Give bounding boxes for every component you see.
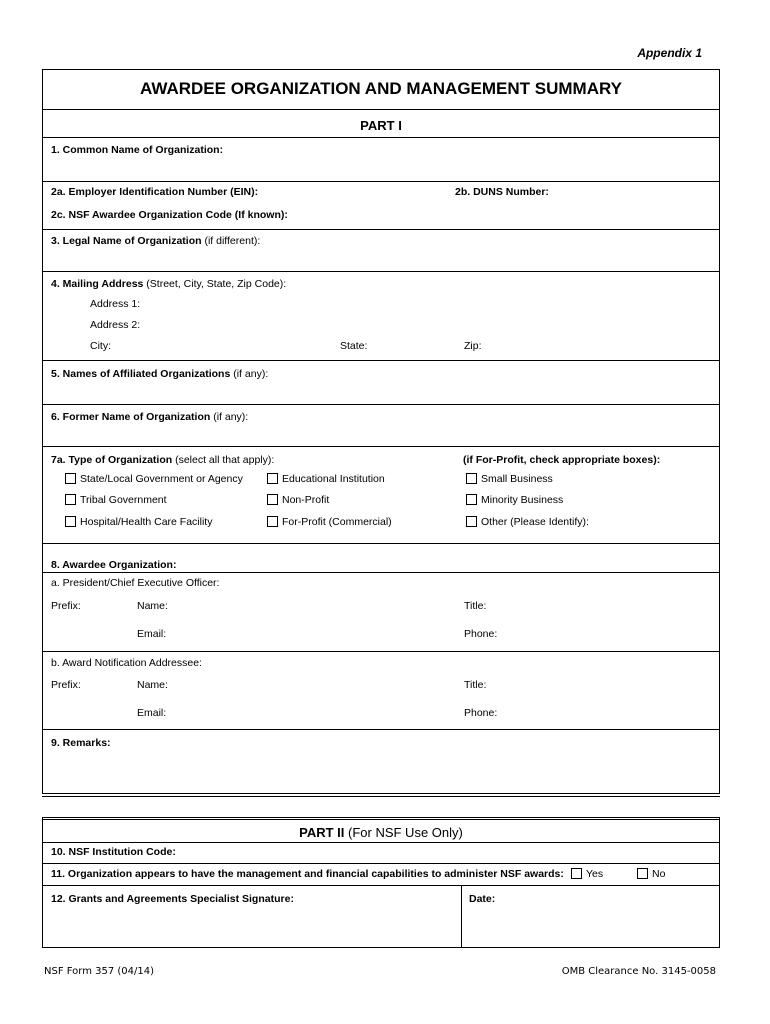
divider bbox=[43, 543, 719, 544]
checkbox-minority-business[interactable] bbox=[466, 494, 477, 505]
ceo-prefix-label: Prefix: bbox=[51, 600, 81, 612]
checkbox-yes[interactable] bbox=[571, 868, 582, 879]
checkbox-hospital[interactable] bbox=[65, 516, 76, 527]
divider bbox=[43, 885, 719, 886]
part1-heading: PART I bbox=[360, 118, 402, 133]
addressee-phone-label: Phone: bbox=[464, 707, 498, 719]
checkbox-other[interactable] bbox=[466, 516, 477, 527]
addressee-name-label: Name: bbox=[137, 679, 168, 691]
no-label: No bbox=[652, 868, 666, 880]
divider bbox=[43, 271, 719, 272]
divider bbox=[43, 404, 719, 405]
city-label: City: bbox=[90, 340, 111, 352]
divider bbox=[43, 229, 719, 230]
option-tribal-gov: Tribal Government bbox=[80, 494, 167, 506]
form-id: NSF Form 357 (04/14) bbox=[44, 966, 155, 977]
ceo-email-label: Email: bbox=[137, 628, 167, 640]
checkbox-state-local-gov[interactable] bbox=[65, 473, 76, 484]
state-label: State: bbox=[340, 340, 368, 352]
checkbox-non-profit[interactable] bbox=[267, 494, 278, 505]
divider bbox=[43, 842, 719, 843]
omb-clearance: OMB Clearance No. 3145-0058 bbox=[561, 966, 716, 977]
part1-frame bbox=[42, 69, 720, 794]
addressee-title-label: Title: bbox=[464, 679, 487, 691]
field-7a-label: 7a. Type of Organization (select all that apply): bbox=[51, 454, 275, 466]
field-1-label: 1. Common Name of Organization: bbox=[51, 144, 224, 156]
addressee-label: b. Award Notification Addressee: bbox=[51, 657, 202, 669]
field-4-label: 4. Mailing Address (Street, City, State, Zip Code): bbox=[51, 278, 287, 290]
divider bbox=[43, 109, 719, 110]
addressee-email-label: Email: bbox=[137, 707, 167, 719]
divider bbox=[43, 137, 719, 138]
option-small-business: Small Business bbox=[481, 473, 553, 485]
option-hospital: Hospital/Health Care Facility bbox=[80, 516, 213, 528]
forprofit-heading: (if For-Profit, check appropriate boxes): bbox=[463, 454, 661, 466]
field-9-label: 9. Remarks: bbox=[51, 737, 111, 749]
option-non-profit: Non-Profit bbox=[282, 494, 330, 506]
field-2c-label: 2c. NSF Awardee Organization Code (If known): bbox=[51, 209, 288, 221]
ceo-label: a. President/Chief Executive Officer: bbox=[51, 577, 220, 589]
field-10-label: 10. NSF Institution Code: bbox=[51, 846, 176, 858]
checkbox-tribal-gov[interactable] bbox=[65, 494, 76, 505]
divider bbox=[43, 729, 719, 730]
field-6-label: 6. Former Name of Organization (if any): bbox=[51, 411, 249, 423]
option-state-local-gov: State/Local Government or Agency bbox=[80, 473, 243, 485]
field-12-label: 12. Grants and Agreements Specialist Signature: bbox=[51, 893, 294, 905]
ceo-name-label: Name: bbox=[137, 600, 168, 612]
part2-heading: PART II (For NSF Use Only) bbox=[299, 825, 463, 840]
divider bbox=[43, 863, 719, 864]
appendix-label: Appendix 1 bbox=[637, 46, 702, 60]
zip-label: Zip: bbox=[464, 340, 482, 352]
section-rule bbox=[42, 796, 720, 797]
ceo-phone-label: Phone: bbox=[464, 628, 498, 640]
option-minority-business: Minority Business bbox=[481, 494, 564, 506]
yes-label: Yes bbox=[586, 868, 604, 880]
field-8-label: 8. Awardee Organization: bbox=[51, 559, 177, 571]
divider bbox=[461, 885, 462, 947]
option-for-profit: For-Profit (Commercial) bbox=[282, 516, 392, 528]
option-other: Other (Please Identify): bbox=[481, 516, 589, 528]
checkbox-educational[interactable] bbox=[267, 473, 278, 484]
part2-frame bbox=[42, 817, 720, 948]
divider bbox=[43, 651, 719, 652]
ceo-title-label: Title: bbox=[464, 600, 487, 612]
option-educational: Educational Institution bbox=[282, 473, 385, 485]
divider bbox=[43, 181, 719, 182]
divider bbox=[43, 446, 719, 447]
field-3-label: 3. Legal Name of Organization (if different): bbox=[51, 235, 261, 247]
field-11-label: 11. Organization appears to have the management and financial capabilities to administer NSF awards: bbox=[51, 868, 564, 880]
checkbox-no[interactable] bbox=[637, 868, 648, 879]
checkbox-small-business[interactable] bbox=[466, 473, 477, 484]
form-title: AWARDEE ORGANIZATION AND MANAGEMENT SUMMARY bbox=[140, 79, 622, 98]
field-2b-label: 2b. DUNS Number: bbox=[455, 186, 549, 198]
divider bbox=[43, 819, 719, 820]
address2-label: Address 2: bbox=[90, 319, 141, 331]
divider bbox=[43, 360, 719, 361]
date-label: Date: bbox=[469, 893, 496, 905]
checkbox-for-profit[interactable] bbox=[267, 516, 278, 527]
address1-label: Address 1: bbox=[90, 298, 141, 310]
addressee-prefix-label: Prefix: bbox=[51, 679, 81, 691]
field-5-label: 5. Names of Affiliated Organizations (if any): bbox=[51, 368, 269, 380]
field-2a-label: 2a. Employer Identification Number (EIN): bbox=[51, 186, 259, 198]
divider bbox=[43, 572, 719, 573]
